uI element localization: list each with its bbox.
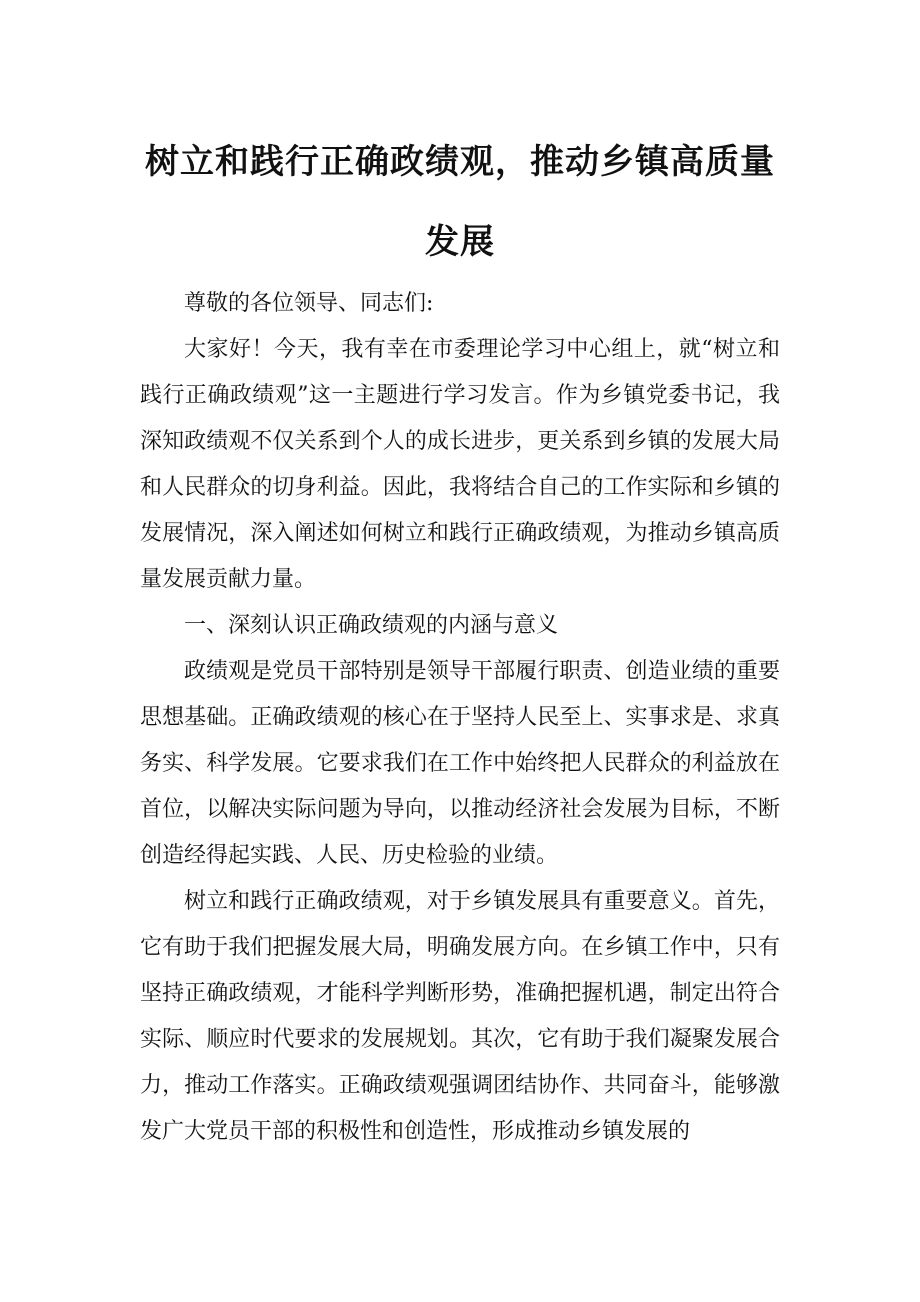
- salutation: 尊敬的各位领导、同志们:: [184, 291, 434, 316]
- section-heading: 一、深刻认识正确政绩观的内涵与意义: [184, 613, 559, 638]
- document-body: [140, 281, 780, 1155]
- body-paragraph: 树立和践行正确政绩观，对于乡镇发展具有重要意义。首先，它有助于我们把握发展大局，明确发展方向。在乡镇工作中，只有坚持正确政绩观，才能科学判断形势，准确把握机遇，制定出符合实际、顺应时代要求的发展规划。其次，它有助于我们凝聚发展合力，推动工作落实。正确政绩观强调团结协作、共同奋斗，能够激发广大党员干部的积极性和创造性，形成推动乡镇发展的: [140, 889, 780, 1144]
- body-paragraph: 政绩观是党员干部特别是领导干部履行职责、创造业绩的重要思想基础。正确政绩观的核心在于坚持人民至上、实事求是、求真务实、科学发展。它要求我们在工作中始终把人民群众的利益放在首位，以解决实际问题为导向，以推动经济社会发展为目标，不断创造经得起实践、人民、历史检验的业绩。: [140, 659, 780, 868]
- opening-paragraph: 大家好！今天，我有幸在市委理论学习中心组上，就“树立和践行正确政绩观”这一主题进行学习发言。作为乡镇党委书记，我深知政绩观不仅关系到个人的成长进步，更关系到乡镇的发展大局和人民群众的切身利益。因此，我将结合自己的工作实际和乡镇的发展情况，深入阐述如何树立和践行正确政绩观，为推动乡镇高质量发展贡献力量。: [140, 337, 780, 592]
- document-title: 树立和践行正确政绩观，推动乡镇高质量发展: [145, 142, 775, 262]
